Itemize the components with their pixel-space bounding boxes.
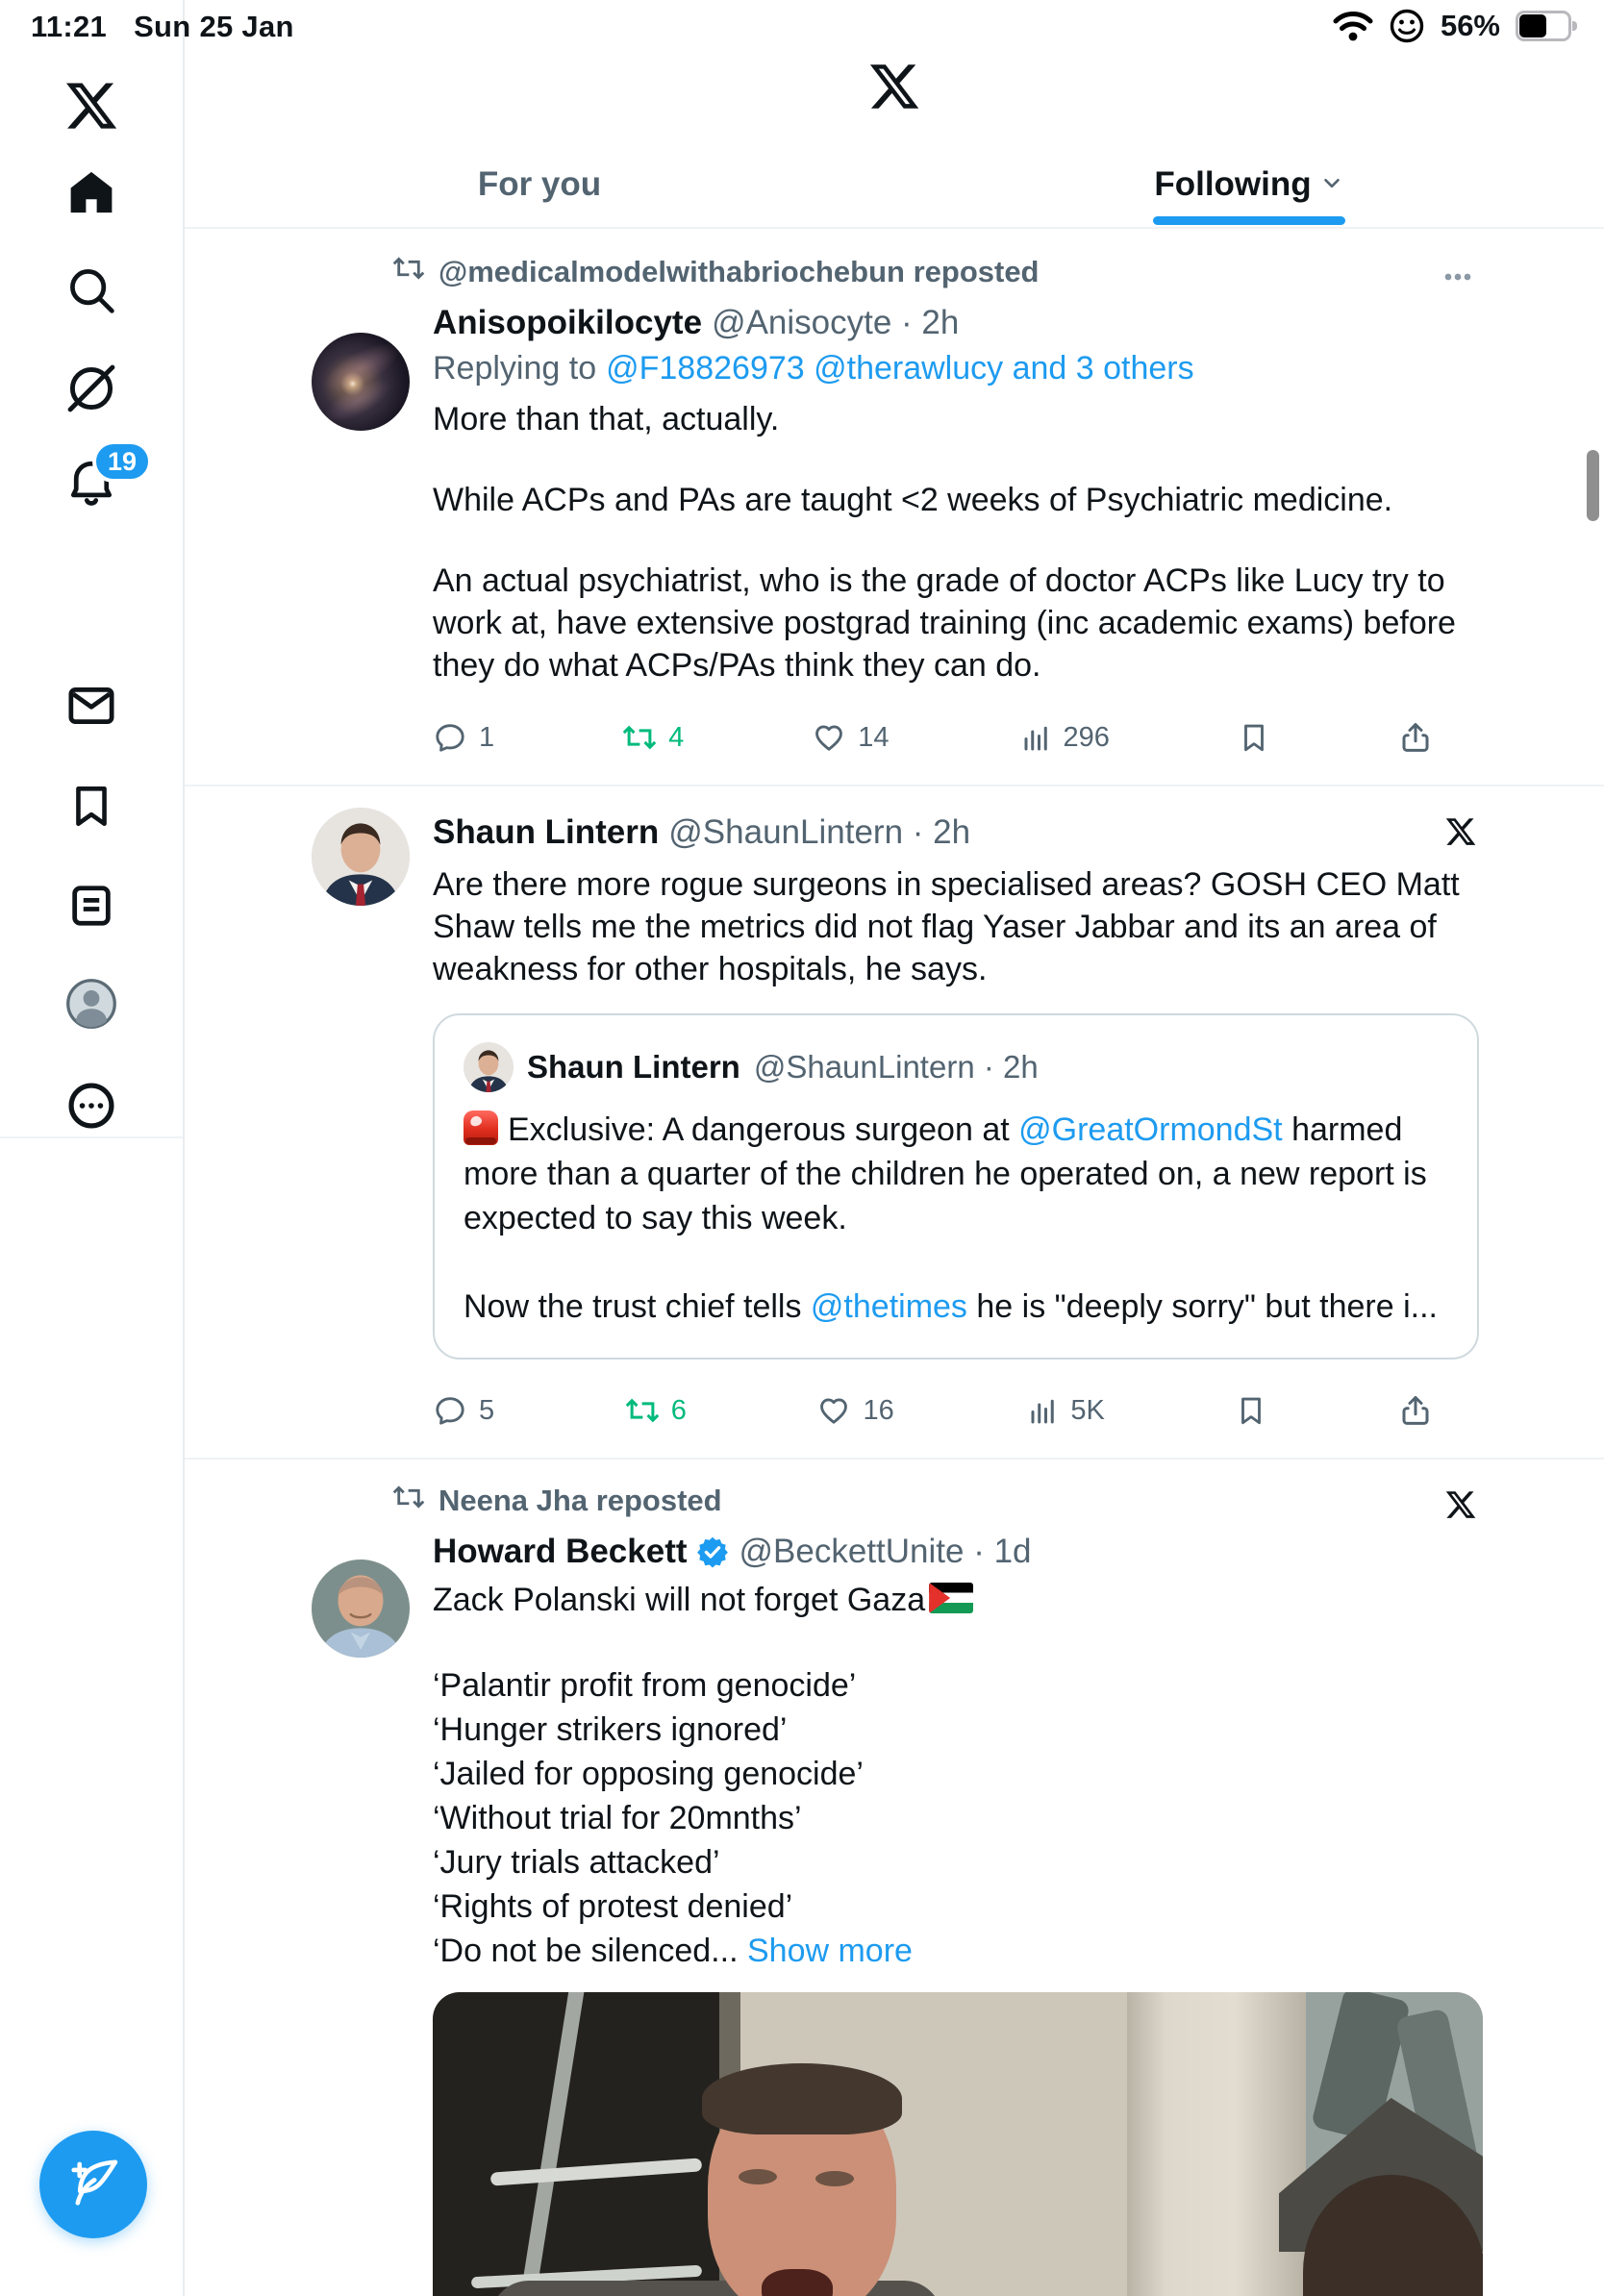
show-more-link[interactable]: Show more <box>746 1933 913 1969</box>
like-count: 14 <box>858 721 890 753</box>
timeline-column <box>185 0 1604 2296</box>
replying-to-label: Replying to <box>433 349 597 387</box>
replying-to-links[interactable]: @F18826973 @therawlucy and 3 others <box>606 349 1194 387</box>
quoted-handle-time: @ShaunLintern · 2h <box>753 1049 1039 1085</box>
views-count: 296 <box>1063 721 1110 753</box>
palestine-flag-emoji <box>929 1583 973 1613</box>
like-button[interactable] <box>816 1393 893 1428</box>
siren-emoji <box>464 1111 498 1145</box>
share-button[interactable] <box>1398 720 1433 755</box>
tweet-howard-beckett[interactable] <box>185 1460 1604 2296</box>
reply-count: 5 <box>479 1394 495 1426</box>
battery-icon <box>1516 11 1577 41</box>
battery-percent-label: 56% <box>1440 9 1500 42</box>
tweet-text: Are there more rogue surgeons in specialised areas? GOSH CEO Matt Shaw tells me the metrics did not flag Yaser Jabbar and its an area of weakness for other hospitals, he says. <box>433 866 1460 987</box>
sidebar-item-more[interactable] <box>59 1073 124 1138</box>
tweet-text-list: ‘Palantir profit from genocide’ ‘Hunger strikers ignored’ ‘Jailed for opposing genocide’ ‘Without trial for 20mnths’ ‘Jury trials attacked’ ‘Rights of protest denied’ ‘Do not be silenced... Show more <box>433 1667 913 1969</box>
tweet-anisopoikilocyte[interactable] <box>185 229 1604 786</box>
chevron-down-icon <box>1319 165 1344 204</box>
sidebar-item-bookmarks[interactable] <box>59 773 124 838</box>
tab-following[interactable] <box>894 142 1604 227</box>
status-date: Sun 25 Jan <box>134 10 294 43</box>
sidebar <box>0 0 183 2296</box>
share-button[interactable] <box>1398 1393 1433 1428</box>
reply-button[interactable] <box>433 1393 494 1428</box>
video-thumbnail[interactable] <box>433 1992 1483 2296</box>
status-bar <box>0 0 1604 46</box>
wifi-icon <box>1333 11 1373 41</box>
views-button[interactable] <box>1017 720 1110 755</box>
header-x-logo <box>867 60 921 118</box>
tweet-author-name[interactable]: Shaun Lintern <box>433 813 660 851</box>
tweet-author-name[interactable]: Howard Beckett <box>433 1533 688 1570</box>
bookmark-button[interactable] <box>1235 1394 1267 1427</box>
like-count: 16 <box>863 1394 894 1426</box>
reply-count: 1 <box>479 721 495 753</box>
x-logo[interactable] <box>59 73 124 138</box>
quoted-text: Exclusive: A dangerous surgeon at @GreatOrmondSt harmed more than a quarter of the children he operated on, a new report is expected to say this week. Now the trust chief tells @thetimes he is "deeply sorry" but there i... <box>464 1111 1438 1325</box>
scrollbar[interactable] <box>1587 450 1599 521</box>
compose-feather-icon <box>65 2155 121 2215</box>
sidebar-item-messages[interactable] <box>59 673 124 738</box>
avatar[interactable] <box>312 1560 410 1658</box>
more-icon[interactable] <box>1439 258 1477 301</box>
video-window-left <box>433 1992 721 2296</box>
x-watermark-icon <box>1444 1488 1477 1526</box>
sidebar-item-search[interactable] <box>59 258 124 323</box>
timeline-feed <box>185 229 1604 2296</box>
tweet-handle-time[interactable]: @Anisocyte · 2h <box>712 304 960 341</box>
sidebar-item-lists[interactable] <box>59 873 124 938</box>
like-button[interactable] <box>812 720 889 755</box>
sidebar-item-home[interactable] <box>59 160 124 225</box>
repost-context-label[interactable]: @medicalmodelwithabriochebun reposted <box>439 255 1040 288</box>
quoted-tweet[interactable] <box>433 1013 1479 1360</box>
avatar[interactable] <box>312 333 410 431</box>
sidebar-divider <box>183 0 185 2296</box>
sidebar-item-grok[interactable] <box>59 356 124 421</box>
tab-for-you-label: For you <box>477 165 602 203</box>
tweet-text: More than that, actually. While ACPs and PAs are taught <2 weeks of Psychiatric medicine. An actual psychiatrist, who is the grade of doctor ACPs like Lucy try to work at, have extensive postgrad training (inc academic exams) before they do what ACPs/PAs think they can do. <box>433 401 1456 684</box>
repost-button[interactable] <box>625 1393 687 1428</box>
x-watermark-icon <box>1444 815 1477 853</box>
compose-button[interactable] <box>39 2131 147 2238</box>
quoted-avatar <box>464 1042 514 1092</box>
bookmark-button[interactable] <box>1238 721 1270 754</box>
status-time-date <box>31 10 294 44</box>
avatar[interactable] <box>312 808 410 906</box>
repost-context-label[interactable]: Neena Jha reposted <box>439 1484 722 1517</box>
views-count: 5K <box>1070 1394 1105 1426</box>
reply-button[interactable] <box>433 720 494 755</box>
tweet-shaun-lintern[interactable] <box>185 786 1604 1460</box>
sidebar-item-profile[interactable] <box>59 971 124 1036</box>
tweet-handle-time[interactable]: @ShaunLintern · 2h <box>668 813 971 851</box>
tweet-actions <box>433 1386 1433 1435</box>
tab-for-you[interactable] <box>185 142 894 227</box>
repost-context-icon <box>392 1481 425 1521</box>
active-tab-underline <box>1153 216 1345 225</box>
mention-link[interactable]: @thetimes <box>810 1288 967 1325</box>
tweet-actions <box>433 713 1433 761</box>
tweet-text: Zack Polanski will not forget Gaza <box>433 1579 1479 1621</box>
repost-button[interactable] <box>622 720 684 755</box>
status-time: 11:21 <box>31 10 108 43</box>
tweet-author-name[interactable]: Anisopoikilocyte <box>433 304 703 341</box>
tab-following-label: Following <box>1154 165 1312 203</box>
repost-context-icon <box>392 252 425 292</box>
mention-link[interactable]: @GreatOrmondSt <box>1018 1111 1283 1148</box>
views-button[interactable] <box>1024 1393 1104 1428</box>
verified-badge-icon <box>695 1535 730 1569</box>
sidebar-section-divider <box>0 1136 183 1138</box>
notification-badge: 19 <box>92 440 152 483</box>
tweet-handle-time[interactable]: @BeckettUnite · 1d <box>739 1533 1032 1570</box>
face-emoji-icon <box>1389 8 1425 44</box>
quoted-author-name: Shaun Lintern <box>527 1049 740 1085</box>
repost-count: 6 <box>670 1394 687 1426</box>
repost-count: 4 <box>668 721 685 753</box>
timeline-tabs <box>185 142 1604 227</box>
